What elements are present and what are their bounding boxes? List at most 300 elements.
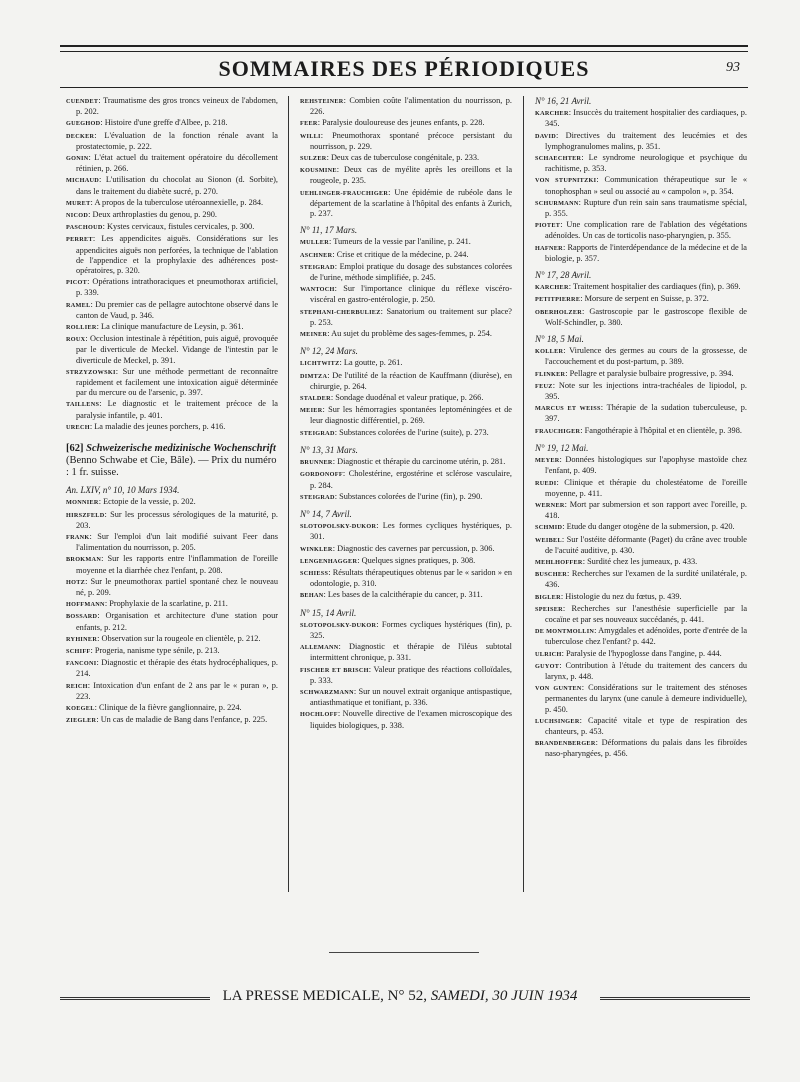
article-title: : Etude du danger otogène de la submersion, p. 420. bbox=[562, 522, 735, 532]
entry-list bbox=[66, 497, 278, 726]
author-name: DE MONTMOLLIN bbox=[535, 628, 595, 636]
header-rule-top-thin bbox=[60, 51, 748, 52]
article-entry bbox=[300, 492, 512, 503]
author-name: FLINKER bbox=[535, 370, 566, 378]
article-entry bbox=[66, 210, 278, 221]
article-title: : Organisation et architecture d'une station pour enfants, p. 212. bbox=[76, 611, 278, 632]
author-name: KOUSMINE bbox=[300, 167, 337, 175]
article-entry bbox=[66, 599, 278, 610]
article-entry bbox=[300, 428, 512, 439]
article-entry bbox=[66, 300, 278, 321]
article-title: : Mort par submersion et son rapport avec l'oreille, p. 418. bbox=[545, 499, 747, 521]
author-name: WILLI bbox=[300, 132, 321, 140]
author-name: FEER bbox=[300, 120, 318, 128]
article-entry bbox=[300, 709, 512, 730]
article-entry bbox=[535, 282, 747, 293]
article-entry bbox=[300, 521, 512, 542]
article-title: : Gastroscopie par le gastroscope flexible de Wolf-Schindler, p. 380. bbox=[545, 306, 747, 327]
author-name: HAFNER bbox=[535, 244, 563, 252]
journal-heading bbox=[66, 443, 278, 479]
article-entry bbox=[66, 497, 278, 508]
article-title: : Clinique de la fièvre ganglionnaire, p. 224. bbox=[94, 702, 242, 712]
article-title: : Considérations sur le traitement des sténoses permanentes du larynx (une canule à demeure individuelle), p. 450. bbox=[545, 683, 747, 714]
article-title: : Prophylaxie de la scarlatine, p. 211. bbox=[104, 599, 228, 609]
entry-list bbox=[535, 346, 747, 437]
article-title: : Un cas de maladie de Bang dans l'enfance, p. 225. bbox=[96, 715, 268, 725]
author-name: DAVID bbox=[535, 132, 556, 140]
author-name: SCHIESS bbox=[300, 569, 329, 577]
article-title: : Occlusion intestinale à répétition, puis aiguë, provoquée par le diverticule de Meckel. Vidange de l'intestin par le diverticule de Meckel, p. 391. bbox=[76, 334, 278, 365]
article-entry bbox=[535, 535, 747, 556]
article-title: : Rapports de l'interdépendance de la médecine et de la biologie, p. 357. bbox=[545, 242, 747, 263]
page-footer bbox=[0, 988, 800, 1005]
article-title: : Diagnostic et thérapie de l'iléus subtotal intermittent chronique, p. 331. bbox=[310, 642, 512, 663]
article-entry bbox=[300, 262, 512, 283]
article-entry bbox=[535, 661, 747, 682]
author-name: MURET bbox=[66, 199, 91, 207]
author-name: FRANK bbox=[66, 533, 90, 541]
article-entry bbox=[300, 568, 512, 589]
article-entry bbox=[66, 703, 278, 714]
article-entry bbox=[535, 557, 747, 568]
article-title: : Substances colorées de l'urine (suite), p. 273. bbox=[334, 427, 489, 437]
article-entry bbox=[300, 165, 512, 186]
author-name: BROKMAN bbox=[66, 556, 102, 564]
author-name: PICOT bbox=[66, 279, 88, 287]
entry-list bbox=[300, 457, 512, 503]
article-entry bbox=[535, 175, 747, 196]
author-name: MONNIER bbox=[66, 499, 99, 507]
author-name: REICH bbox=[66, 682, 88, 690]
article-title: : Sanatorium ou traitement sur place? p. 253. bbox=[310, 306, 512, 327]
article-entry bbox=[300, 393, 512, 404]
article-entry bbox=[535, 455, 747, 476]
author-name: GORDONOFF bbox=[300, 471, 343, 479]
article-entry bbox=[66, 322, 278, 333]
author-name: LENGENHAGGER bbox=[300, 557, 358, 565]
article-entry bbox=[66, 532, 278, 553]
article-title: : Sur les rapports entre l'inflammation de l'oreille moyenne et la diarrhée chez l'enfant, p. 208. bbox=[76, 554, 278, 575]
article-title: : Pneumothorax spontané précoce persistant du nourrisson, p. 229. bbox=[310, 130, 512, 151]
article-entry bbox=[300, 131, 512, 152]
article-title: : Le diagnostic et le traitement précoce de la paralysie infantile, p. 401. bbox=[76, 399, 278, 420]
article-title: : Les appendicites aiguës. Considérations sur les appendicites aiguës non perforées, la technique de l'ablation de l'appendice et la prophylaxie des adhérences post-opératoires, p. 320. bbox=[76, 234, 278, 276]
article-entry bbox=[66, 611, 278, 632]
article-title: : L'état actuel du traitement opératoire du décollement rétinien, p. 266. bbox=[76, 153, 278, 174]
article-entry bbox=[66, 277, 278, 298]
author-name: LICHTWITZ bbox=[300, 360, 340, 368]
article-title: : Cholestérine, ergostérine et sclérose vasculaire, p. 284. bbox=[310, 469, 512, 490]
article-entry bbox=[535, 403, 747, 424]
article-title: : Sur l'importance clinique du réflexe viscéro-viscéral en gastro-entérologie, p. 250. bbox=[310, 284, 512, 305]
author-name: PERRET bbox=[66, 236, 93, 244]
author-name: FISCHER ET BRISCH bbox=[300, 666, 369, 674]
article-title: : Communication thérapeutique sur le « tonophosphan » seul ou associé au « campolon », p. 354. bbox=[545, 175, 747, 196]
article-entry bbox=[300, 556, 512, 567]
article-entry bbox=[300, 329, 512, 340]
article-entry bbox=[535, 369, 747, 380]
article-title: : Sur une méthode permettant de reconnaître rapidement et facilement une intoxication aiguë déterminée par du mercure ou de l'arsenic, p. 397. bbox=[76, 366, 278, 398]
page-title: SOMMAIRES DES PÉRIODIQUES bbox=[218, 56, 590, 81]
article-entry bbox=[300, 284, 512, 305]
issue-heading: N° 14, 7 Avril. bbox=[300, 508, 352, 519]
article-title: : Fangothérapie à l'hôpital et en clientèle, p. 398. bbox=[580, 425, 742, 435]
entry-list bbox=[535, 282, 747, 328]
author-name: WERNER bbox=[535, 501, 565, 509]
article-entry bbox=[66, 118, 278, 129]
article-entry bbox=[535, 738, 747, 759]
author-name: STRZYZOWSKI bbox=[66, 368, 116, 376]
article-entry bbox=[66, 646, 278, 657]
article-title: : Une épidémie de rubéole dans le département de la scarlatine à l'hôpital des enfants à Zurich, p. 237. bbox=[310, 187, 512, 219]
column-3 bbox=[535, 96, 747, 761]
entry-list bbox=[300, 521, 512, 601]
issue-heading: N° 16, 21 Avril. bbox=[535, 96, 592, 106]
article-entry bbox=[535, 294, 747, 305]
article-title: : Sur le pneumothorax partiel spontané chez le nouveau né, p. 209. bbox=[76, 576, 278, 597]
author-name: SCHWARZMANN bbox=[300, 688, 354, 696]
author-name: VON GUNTEN bbox=[535, 685, 582, 693]
author-name: KARCHER bbox=[535, 284, 569, 292]
issue-heading: N° 17, 28 Avril. bbox=[535, 270, 592, 281]
article-entry bbox=[300, 118, 512, 129]
author-name: FEUZ bbox=[535, 382, 553, 390]
article-entry bbox=[535, 649, 747, 660]
article-title: : Quelques signes pratiques, p. 308. bbox=[357, 555, 476, 565]
article-entry bbox=[535, 426, 747, 437]
author-name: ZIEGLER bbox=[66, 717, 97, 725]
entry-list bbox=[300, 96, 512, 219]
article-title: : Au sujet du problème des sages-femmes, p. 254. bbox=[327, 329, 493, 339]
author-name: ULRICH bbox=[535, 650, 562, 658]
author-name: BRANDENBERGER bbox=[535, 740, 596, 748]
article-title: : Surdité chez les jumeaux, p. 433. bbox=[582, 556, 698, 566]
author-name: GUEGHOD bbox=[66, 120, 101, 128]
author-name: MEYER bbox=[535, 457, 560, 465]
article-entry bbox=[535, 478, 747, 499]
article-entry bbox=[300, 250, 512, 261]
article-title: : Recherches sur l'examen de la surdité unilatérale, p. 436. bbox=[545, 569, 747, 590]
article-title: : Virulence des germes au cours de la grossesse, de l'accouchement et du post-partum, p. 389. bbox=[545, 346, 747, 367]
article-title: : Traitement hospitalier des cardiaques (fin), p. 369. bbox=[568, 282, 741, 292]
issue-heading: An. LXIV, n° 10, 10 Mars 1934. bbox=[66, 485, 180, 496]
article-title: : Pellagre et paralysie bulbaire progressive, p. 394. bbox=[565, 368, 734, 378]
author-name: PETITPIERRE bbox=[535, 296, 581, 304]
article-title: : A propos de la tuberculose utéroannexielle, p. 284. bbox=[90, 197, 264, 207]
article-title: : Kystes cervicaux, fistules cervicales, p. 300. bbox=[102, 222, 255, 232]
issue-heading: N° 11, 17 Mars. bbox=[300, 225, 358, 236]
article-title: : Diagnostic et thérapie des états hydrocéphaliques, p. 214. bbox=[76, 658, 278, 679]
author-name: GUYOT bbox=[535, 662, 560, 670]
article-title: : Le syndrome neurologique et psychique du rachitisme, p. 353. bbox=[545, 153, 747, 174]
author-name: RAMEL bbox=[66, 301, 91, 309]
article-entry bbox=[300, 687, 512, 708]
article-entry bbox=[535, 307, 747, 328]
author-name: ROLLIER bbox=[66, 324, 97, 332]
article-title: : Directives du traitement des leucémies et des lymphogranulomes malins, p. 351. bbox=[545, 130, 747, 151]
article-title: : Ectopie de la vessie, p. 202. bbox=[98, 497, 196, 507]
article-title: : Données histologiques sur l'apophyse mastoïde chez l'enfant, p. 409. bbox=[545, 455, 747, 476]
author-name: MEIER bbox=[300, 407, 323, 415]
author-name: SCHIFF bbox=[66, 647, 91, 655]
article-title: : Note sur les injections intra-trachéales de lipiodol, p. 395. bbox=[545, 380, 747, 402]
article-entry bbox=[535, 108, 747, 129]
article-title: : Résultats thérapeutiques obtenus par le « saridon » en odontologie, p. 310. bbox=[310, 567, 512, 589]
article-entry bbox=[300, 371, 512, 392]
article-entry bbox=[300, 358, 512, 369]
article-title: : Sur les processus sérologiques de la maturité, p. 203. bbox=[76, 509, 278, 530]
column-divider-2 bbox=[523, 96, 524, 892]
author-name: SCHURMANN bbox=[535, 199, 579, 207]
author-name: GONIN bbox=[66, 155, 89, 163]
author-name: VON STUPNITZKI bbox=[535, 177, 597, 185]
article-title: : Sur un nouvel extrait organique antispastique, antiasthmatique et tonifiant, p. 336. bbox=[310, 686, 512, 708]
author-name: MEHLHOFFER bbox=[535, 558, 583, 566]
article-entry bbox=[66, 198, 278, 209]
article-title: : Deux cas de myélite après les oreillons et la rougeole, p. 235. bbox=[310, 165, 512, 186]
author-name: FRAUCHIGER bbox=[535, 427, 581, 435]
author-name: WEIBEL bbox=[535, 536, 562, 544]
article-title: : Contribution à l'étude du traitement des cancers du larynx, p. 448. bbox=[545, 660, 747, 681]
article-title: : Diagnostic et thérapie du carcinome utérin, p. 281. bbox=[332, 457, 506, 467]
article-entry bbox=[66, 510, 278, 531]
article-title: : Les formes cycliques hystériques, p. 301. bbox=[310, 521, 512, 542]
author-name: SULZER bbox=[300, 155, 327, 163]
column-1 bbox=[66, 96, 278, 727]
author-name: STEIGRAD bbox=[300, 263, 335, 271]
article-entry bbox=[300, 590, 512, 601]
author-name: SCHMID bbox=[535, 524, 563, 532]
article-title: : Sur les hémorragies spontanées leptoméningées et de leur diagnostic différentiel, p. 269. bbox=[310, 405, 512, 426]
author-name: KOLLER bbox=[535, 348, 564, 356]
article-entry bbox=[535, 522, 747, 533]
author-name: HOCHLOFF bbox=[300, 711, 338, 719]
article-entry bbox=[300, 153, 512, 164]
journal-publisher: (Benno Schwabe et Cie, Bâle). — Prix du numéro : 1 fr. suisse. bbox=[66, 455, 277, 479]
author-name: BOSSARD bbox=[66, 613, 98, 621]
article-title: : Sondage duodénal et valeur pratique, p. 266. bbox=[330, 393, 484, 403]
article-title: : Sur l'ostéite déformante (Paget) du crâne avec trouble de l'acuité auditive, p. 430. bbox=[545, 534, 747, 555]
article-title: : Sur l'emploi d'un lait modifié suivant Feer dans l'alimentation du nourrisson, p. 205. bbox=[76, 531, 278, 553]
article-title: : Du premier cas de pellagre autochtone observé dans le canton de Vaud, p. 346. bbox=[76, 299, 278, 320]
article-entry bbox=[66, 554, 278, 575]
article-entry bbox=[66, 634, 278, 645]
column-2 bbox=[300, 96, 512, 732]
article-entry bbox=[66, 422, 278, 433]
author-name: OBERHOLZER bbox=[535, 308, 583, 316]
issue-heading: N° 12, 24 Mars. bbox=[300, 346, 358, 357]
author-name: SLOTOPOLSKY-DUKOR bbox=[300, 621, 377, 629]
entry-list bbox=[66, 96, 278, 433]
column-divider-1 bbox=[288, 96, 289, 892]
author-name: MICHAUD bbox=[66, 177, 100, 185]
article-title: : Histologie du nez du fœtus, p. 439. bbox=[560, 591, 682, 601]
article-entry bbox=[66, 131, 278, 152]
footer-journal: LA PRESSE MEDICALE, N° 52, bbox=[222, 988, 427, 1004]
entry-list bbox=[535, 455, 747, 759]
article-title: : Progeria, nanisme type sénile, p. 213. bbox=[90, 645, 220, 655]
article-title: : Paralysie de l'hypoglosse dans l'angine, p. 444. bbox=[561, 648, 722, 658]
article-entry bbox=[66, 681, 278, 702]
article-entry bbox=[66, 175, 278, 196]
article-entry bbox=[66, 96, 278, 117]
author-name: HOFFMANN bbox=[66, 601, 105, 609]
article-entry bbox=[535, 220, 747, 241]
author-name: UEHLINGER-FRAUCHIGER bbox=[300, 189, 389, 197]
article-entry bbox=[66, 367, 278, 399]
article-entry bbox=[300, 188, 512, 220]
article-title: : Tumeurs de la vessie par l'aniline, p. 241. bbox=[328, 237, 471, 247]
journal-number: [62] bbox=[66, 443, 84, 455]
article-title: : Insuccès du traitement hospitalier des cardiaques, p. 345. bbox=[545, 108, 747, 129]
entry-list bbox=[300, 620, 512, 731]
article-title: : Amygdales et adénoïdes, porte d'entrée de la tuberculose chez l'enfant? p. 442. bbox=[545, 626, 747, 647]
author-name: STEPHANI-CHERBULIEZ bbox=[300, 308, 381, 316]
article-title: : L'utilisation du chocolat au Sionon (d. Sorbite), dans le traitement du diabète sucré, p. 270. bbox=[76, 175, 278, 196]
article-entry bbox=[300, 642, 512, 663]
article-title: : Rupture d'un rein sain sans traumatisme spécial, p. 355. bbox=[545, 197, 747, 219]
article-title: : Paralysie douloureuse des jeunes enfants, p. 228. bbox=[317, 118, 485, 128]
article-title: : La goutte, p. 261. bbox=[339, 358, 403, 368]
article-entry bbox=[300, 469, 512, 490]
author-name: ASCHNER bbox=[300, 251, 333, 259]
issue-heading: N° 18, 5 Mai. bbox=[535, 334, 584, 345]
author-name: RUEDI bbox=[535, 479, 557, 487]
article-title: : Observation sur la rougeole en clientèle, p. 212. bbox=[97, 633, 261, 643]
header-rule-bottom bbox=[60, 87, 748, 88]
author-name: BEHAN bbox=[300, 592, 324, 600]
article-entry bbox=[535, 626, 747, 647]
article-entry bbox=[535, 131, 747, 152]
author-name: KARCHER bbox=[535, 110, 569, 118]
article-entry bbox=[66, 399, 278, 420]
author-name: SCHAECHTER bbox=[535, 155, 582, 163]
author-name: KOEGEL bbox=[66, 704, 95, 712]
article-title: : Substances colorées de l'urine (fin), p. 290. bbox=[334, 491, 483, 501]
article-title: : Deux arthroplasties du genou, p. 290. bbox=[88, 210, 217, 220]
article-entry bbox=[66, 222, 278, 233]
page-number: 93 bbox=[726, 60, 740, 75]
author-name: STEIGRAD bbox=[300, 493, 335, 501]
header-rule-top bbox=[60, 45, 748, 47]
article-entry bbox=[300, 544, 512, 555]
article-entry bbox=[535, 198, 747, 219]
author-name: REHSTEINER bbox=[300, 98, 344, 105]
author-name: TAILLENS bbox=[66, 401, 100, 409]
author-name: WINKLER bbox=[300, 545, 333, 553]
article-entry bbox=[66, 715, 278, 726]
article-entry bbox=[535, 604, 747, 625]
article-entry bbox=[535, 500, 747, 521]
issue-heading: N° 19, 12 Mai. bbox=[535, 442, 589, 453]
article-entry bbox=[300, 237, 512, 248]
author-name: BIGLER bbox=[535, 593, 561, 601]
article-title: : Recherches sur l'anesthésie superficielle par la cocaïne et par ses nouveaux succédanés, p. 441. bbox=[545, 603, 747, 624]
author-name: SLOTOPOLSKY-DUKOR bbox=[300, 523, 377, 531]
author-name: STEIGRAD bbox=[300, 429, 335, 437]
article-entry bbox=[300, 405, 512, 426]
article-title: : Capacité vitale et type de respiration des chanteurs, p. 453. bbox=[545, 715, 747, 736]
article-title: : Emploi pratique du dosage des substances colorées de l'urine, méthode simplifiée, p. 245. bbox=[310, 261, 512, 283]
article-entry bbox=[535, 716, 747, 737]
article-entry bbox=[535, 569, 747, 590]
author-name: BRUNNER bbox=[300, 459, 333, 467]
footer-date: SAMEDI, 30 JUIN 1934 bbox=[430, 988, 578, 1004]
article-title: : La maladie des jeunes porchers, p. 416. bbox=[89, 421, 226, 431]
article-entry bbox=[535, 153, 747, 174]
entry-list bbox=[535, 108, 747, 264]
author-name: WANTOCH bbox=[300, 286, 335, 294]
author-name: HIRSZFELD bbox=[66, 511, 105, 519]
article-entry bbox=[300, 307, 512, 328]
author-name: PASCHOUD bbox=[66, 224, 103, 232]
article-title: : Morsure de serpent en Suisse, p. 372. bbox=[580, 294, 709, 304]
journal-name: Schweizerische medizinische Wochenschrift bbox=[86, 443, 276, 455]
article-entry bbox=[535, 243, 747, 264]
article-entry bbox=[66, 577, 278, 598]
author-name: ALLEMANN bbox=[300, 644, 339, 652]
article-entry bbox=[535, 381, 747, 402]
article-entry bbox=[300, 620, 512, 641]
article-title: : De l'utilité de la réaction de Kauffmann (diurèse), en chirurgie, p. 264. bbox=[310, 370, 512, 391]
article-entry bbox=[535, 592, 747, 603]
article-title: : Les bases de la calcithérapie du cancer, p. 311. bbox=[323, 590, 483, 600]
article-title: : Diagnostic des cavernes par percussion, p. 306. bbox=[332, 543, 495, 553]
article-entry bbox=[66, 658, 278, 679]
article-title: : Valeur pratique des réactions colloïdales, p. 333. bbox=[310, 664, 512, 685]
author-name: NICOD bbox=[66, 212, 89, 220]
article-title: : Déformations du palais dans les fibroïdes naso-pharyngées, p. 456. bbox=[545, 738, 747, 759]
author-name: STALDER bbox=[300, 395, 331, 403]
article-entry bbox=[535, 346, 747, 367]
author-name: MULLER bbox=[300, 239, 329, 247]
author-name: CUENDET bbox=[66, 98, 99, 105]
article-title: : Clinique et thérapie du cholestéatome de l'oreille moyenne, p. 411. bbox=[545, 477, 747, 498]
author-name: PIOTET bbox=[535, 222, 561, 230]
article-entry bbox=[66, 334, 278, 366]
article-title: : Thérapie de la sudation tuberculeuse, p. 397. bbox=[545, 403, 747, 424]
article-title: : Combien coûte l'alimentation du nourrisson, p. 226. bbox=[310, 96, 512, 117]
article-title: : Formes cycliques hystériques (fin), p. 325. bbox=[310, 619, 512, 640]
end-rule bbox=[329, 952, 479, 953]
article-entry bbox=[66, 234, 278, 276]
article-title: : Crise et critique de la médecine, p. 244. bbox=[332, 249, 469, 259]
author-name: MEINER bbox=[300, 331, 328, 339]
author-name: DECKER bbox=[66, 132, 95, 140]
article-entry bbox=[535, 683, 747, 715]
author-name: SPEISER bbox=[535, 605, 563, 613]
article-title: : L'évaluation de la fonction rénale avant la prostatectomie, p. 222. bbox=[76, 130, 278, 151]
author-name: MARCUS ET WEISS bbox=[535, 405, 601, 413]
author-name: LUCHSINGER bbox=[535, 717, 580, 725]
article-entry bbox=[300, 96, 512, 117]
author-name: ROUX bbox=[66, 336, 86, 344]
article-title: : Deux cas de tuberculose congénitale, p. 233. bbox=[326, 153, 480, 163]
article-title: : La clinique manufacture de Leysin, p. 361. bbox=[96, 322, 244, 332]
entry-list bbox=[300, 237, 512, 340]
author-name: RYHINER bbox=[66, 635, 98, 643]
author-name: HOTZ bbox=[66, 578, 86, 586]
issue-heading: N° 15, 14 Avril. bbox=[300, 607, 357, 618]
author-name: FANCONI bbox=[66, 660, 97, 668]
article-entry bbox=[300, 665, 512, 686]
entry-list bbox=[300, 358, 512, 438]
article-entry bbox=[300, 457, 512, 468]
author-name: BUSCHER bbox=[535, 571, 568, 579]
article-title: : Une complication rare de l'ablation des végétations adénoïdes. Un cas de torticolis naso-pharyngien, p. 355. bbox=[545, 220, 747, 241]
article-title: : Nouvelle directive de l'examen microscopique des liquides biologiques, p. 338. bbox=[310, 709, 512, 730]
author-name: DIMTZA bbox=[300, 372, 328, 380]
